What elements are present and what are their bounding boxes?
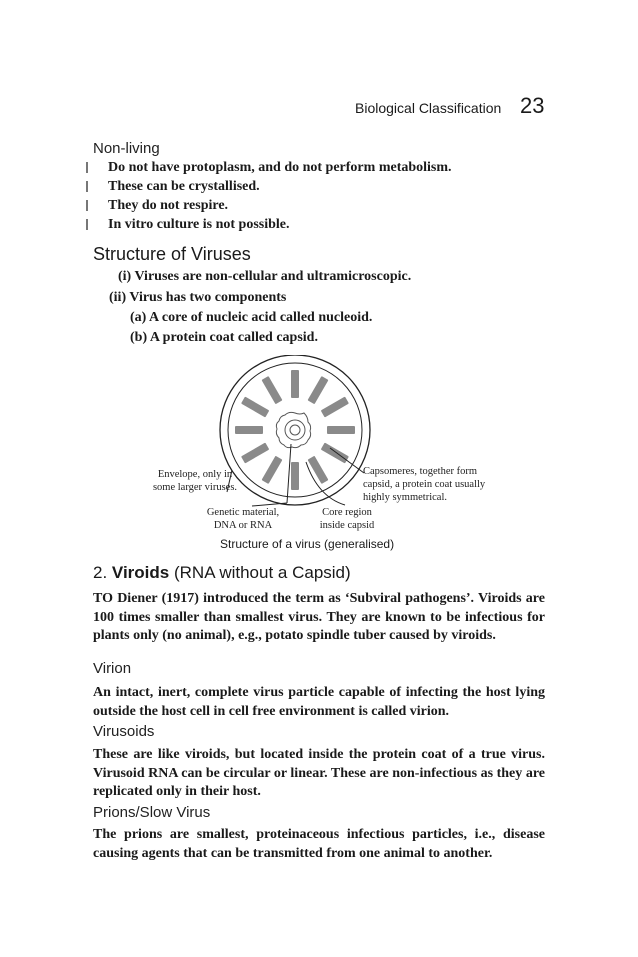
capsomere (235, 426, 263, 434)
label-core-region: Core region inside capsid (319, 507, 375, 531)
viroids-heading-name: Viroids (111, 563, 170, 582)
capsomere (327, 426, 355, 434)
viroids-heading (93, 563, 351, 583)
virusoids-heading: Virusoids (93, 723, 155, 740)
bullet-text: These can be crystallised. (108, 179, 260, 194)
label-capsomeres: Capsomeres, together form capsid, a protein coat usually highly symmetrical. (363, 466, 486, 503)
prions-paragraph: The prions are smallest, proteinaceous infectious particles, i.e., disease causing agents that can be transmitted from one animal to another. (93, 827, 545, 861)
structure-item-i: (i) Viruses are non-cellular and ultramicroscopic. (118, 269, 412, 284)
nonliving-heading: Non-living (93, 140, 160, 157)
page-number: 23 (520, 93, 545, 118)
viroids-paragraph: TO Diener (1917) introduced the term as ‘Subviral pathogens’. Viroids are 100 times smaller than smallest virus. They are known to be infectious for plants only (no animal), e.g., potato spindle tuber caused by viroids. (93, 591, 545, 643)
structure-item-ii: (ii) Virus has two components (109, 290, 287, 305)
bullet-marker (86, 181, 88, 192)
structure-heading: Structure of Viruses (93, 244, 251, 264)
bullet-marker (86, 219, 88, 230)
structure-item-b: (b) A protein coat called capsid. (130, 330, 318, 345)
bullet-text: In vitro culture is not possible. (108, 217, 290, 232)
bullet-marker (86, 162, 88, 173)
virusoids-paragraph: These are like viroids, but located inside the protein coat of a true virus. Virusoid RNA can be circular or linear. These are non-infectious as they are replicated only in their host. (93, 747, 545, 799)
viroids-heading-number: 2. (93, 563, 108, 582)
figure-caption: Structure of a virus (generalised) (220, 537, 395, 551)
capsomere (291, 462, 299, 490)
capsomere (291, 370, 299, 398)
bullet-text: They do not respire. (108, 198, 229, 213)
virion-paragraph: An intact, inert, complete virus particle capable of infecting the host lying outside the host cell in cell free environment is called virion. (93, 685, 545, 719)
bullet-marker (86, 200, 88, 211)
virion-heading: Virion (93, 660, 132, 677)
viroids-heading-rest: (RNA without a Capsid) (173, 563, 351, 582)
running-header-title: Biological Classification (355, 100, 502, 116)
prions-heading: Prions/Slow Virus (93, 804, 211, 821)
label-genetic-material: Genetic material, DNA or RNA (206, 507, 280, 531)
structure-item-a: (a) A core of nucleic acid called nucleoid. (130, 310, 373, 325)
bullet-text: Do not have protoplasm, and do not perform metabolism. (108, 160, 452, 175)
label-envelope: Envelope, only in some larger viruses. (152, 469, 238, 493)
